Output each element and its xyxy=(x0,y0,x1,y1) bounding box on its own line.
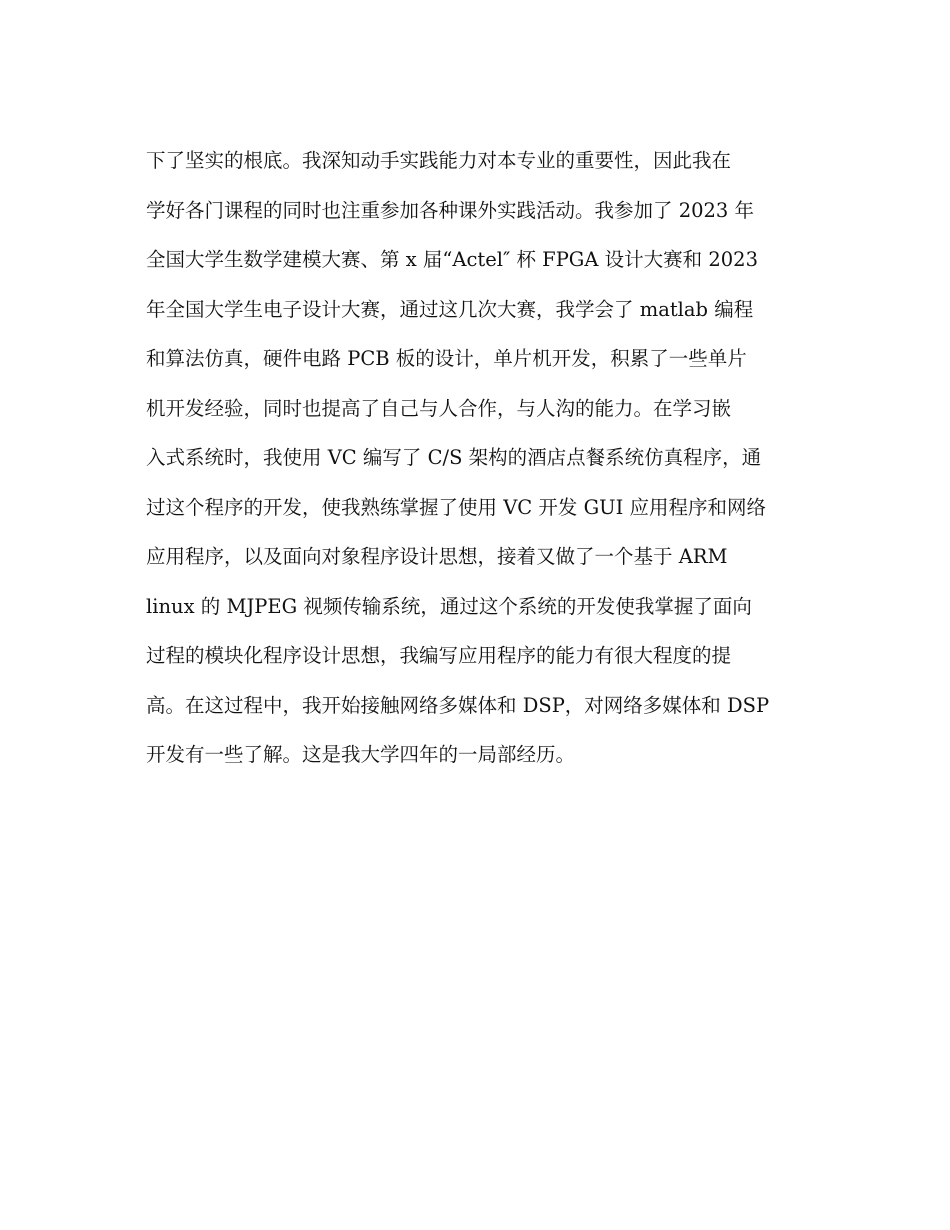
text-line: 过这个程序的开发，使我熟练掌握了使用 VC 开发 GUI 应用程序和网络 xyxy=(146,495,767,519)
text-line: linux 的 MJPEG 视频传输系统，通过这个系统的开发使我掌握了面向 xyxy=(146,594,752,618)
body-paragraph xyxy=(146,136,826,780)
text-line: 年全国大学生电子设计大赛，通过这几次大赛，我学会了 matlab 编程 xyxy=(146,297,754,321)
text-line: 入式系统时，我使用 VC 编写了 C/S 架构的酒店点餐系统仿真程序，通 xyxy=(146,446,762,469)
text-line: 机开发经验，同时也提高了自己与人合作，与人沟的能力。在学习嵌 xyxy=(146,396,732,420)
text-line: 应用程序，以及面向对象程序设计思想，接着又做了一个基于 ARM xyxy=(146,545,728,568)
text-line: 下了坚实的根底。我深知动手实践能力对本专业的重要性，因此我在 xyxy=(146,149,732,172)
text-line: 学好各门课程的同时也注重参加各种课外实践活动。我参加了 2023 年 xyxy=(146,198,755,222)
text-line: 和算法仿真，硬件电路 PCB 板的设计，单片机开发，积累了一些单片 xyxy=(146,347,747,370)
text-line: 全国大学生数学建模大赛、第 x 届“Actel″ 杯 FPGA 设计大赛和 2023 xyxy=(146,248,758,271)
text-line: 高。在这过程中，我开始接触网络多媒体和 DSP，对网络多媒体和 DSP xyxy=(146,693,770,717)
text-line: 开发有一些了解。这是我大学四年的一局部经历。 xyxy=(146,743,576,766)
text-line: 过程的模块化程序设计思想，我编写应用程序的能力有很大程度的提 xyxy=(146,644,732,667)
